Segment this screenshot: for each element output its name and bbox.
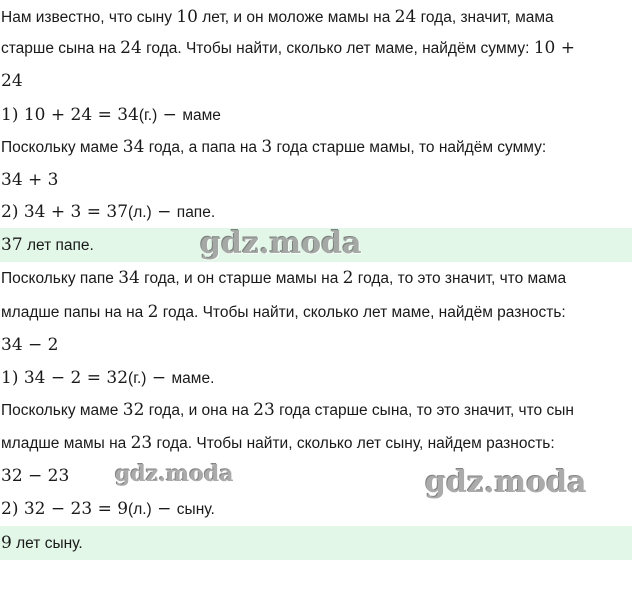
text-line-2 (0, 37, 632, 60)
watermark-logo: gdz.moda (200, 226, 362, 261)
math: 10 (176, 7, 198, 27)
math: 32 (122, 400, 145, 420)
text: года, а папа на (144, 139, 262, 156)
text: года. Чтобы найти, сколько лет маме, найдём разность: (158, 304, 566, 321)
answer-text: лет сыну. (11, 535, 83, 552)
text-line-5 (0, 136, 632, 159)
math: 9 (1, 533, 12, 553)
step-line-4 (0, 498, 632, 521)
text: года, то это значит, что мама (353, 270, 567, 287)
text: Нам известно, что сыну (1, 9, 177, 26)
text-line-1 (0, 6, 632, 29)
math: 34 (122, 137, 145, 157)
answer-highlight-1 (0, 228, 632, 262)
text: Поскольку маме (1, 139, 123, 156)
math-line-3 (0, 70, 632, 93)
text-line-13 (0, 432, 632, 455)
text: папе. (176, 204, 216, 221)
text: года, и она на (144, 402, 254, 419)
text: сыну. (176, 501, 215, 518)
math-line-6 (0, 169, 632, 192)
text: маме (182, 107, 221, 124)
text: Поскольку папе (1, 270, 119, 287)
text: (л.) (128, 204, 152, 221)
text: года, значит, мама (416, 9, 554, 26)
text: младше папы на на (1, 304, 148, 321)
math: 24 (394, 7, 417, 27)
text: года, и он старше мамы на (139, 270, 343, 287)
math: 24 (120, 38, 142, 58)
step-line-2 (0, 201, 632, 224)
math-line-14 (0, 465, 632, 488)
text-line-9 (0, 301, 632, 324)
math-line-10 (0, 334, 632, 357)
step-line-1 (0, 104, 632, 127)
math: 2) 34 + 3 = 37 (1, 202, 129, 222)
text: (л.) (128, 501, 152, 518)
text-line-8 (0, 267, 632, 290)
math: 34 − 2 (1, 335, 59, 355)
text: года старше мамы, то найдём сумму: (272, 139, 547, 156)
math: − (151, 499, 177, 519)
math: 23 (253, 400, 275, 420)
watermark-logo: gdz.moda (115, 461, 234, 487)
math: 3 (261, 137, 273, 157)
math: 37 (1, 235, 23, 255)
answer-text: лет папе. (22, 237, 94, 254)
math: 10 + (533, 38, 576, 58)
math: 1) 34 − 2 = 32 (1, 368, 129, 388)
watermark-logo: gdz.moda (425, 465, 587, 500)
text: младше мамы на (1, 435, 131, 452)
math: − (157, 105, 183, 125)
text: лет, и он моложе мамы на (197, 9, 395, 26)
math: 23 (130, 433, 153, 453)
text: (г.) (138, 107, 158, 124)
math: 34 + 3 (1, 170, 59, 190)
text: (г.) (128, 370, 147, 387)
math: 1) 10 + 24 = 34 (1, 105, 139, 125)
text: Поскольку маме (1, 402, 123, 419)
math: 2 (342, 268, 354, 288)
text-line-12 (0, 399, 632, 422)
text: старше сына на (1, 40, 121, 57)
text: года. Чтобы найти, сколько лет маме, найдём сумму: (141, 40, 534, 57)
math: − (146, 368, 172, 388)
math: 34 (118, 268, 140, 288)
answer-highlight-2 (0, 526, 632, 560)
math: 2 (147, 302, 159, 322)
math: 32 − 23 (1, 466, 70, 486)
text: года. Чтобы найти, сколько лет сыну, найдем разность: (152, 435, 555, 452)
step-line-3 (0, 367, 632, 390)
math: 2) 32 − 23 = 9 (1, 499, 129, 519)
text: года старше сына, то это значит, что сын (274, 402, 574, 419)
text: маме. (171, 370, 215, 387)
math: 24 (1, 71, 23, 91)
math: − (151, 202, 177, 222)
